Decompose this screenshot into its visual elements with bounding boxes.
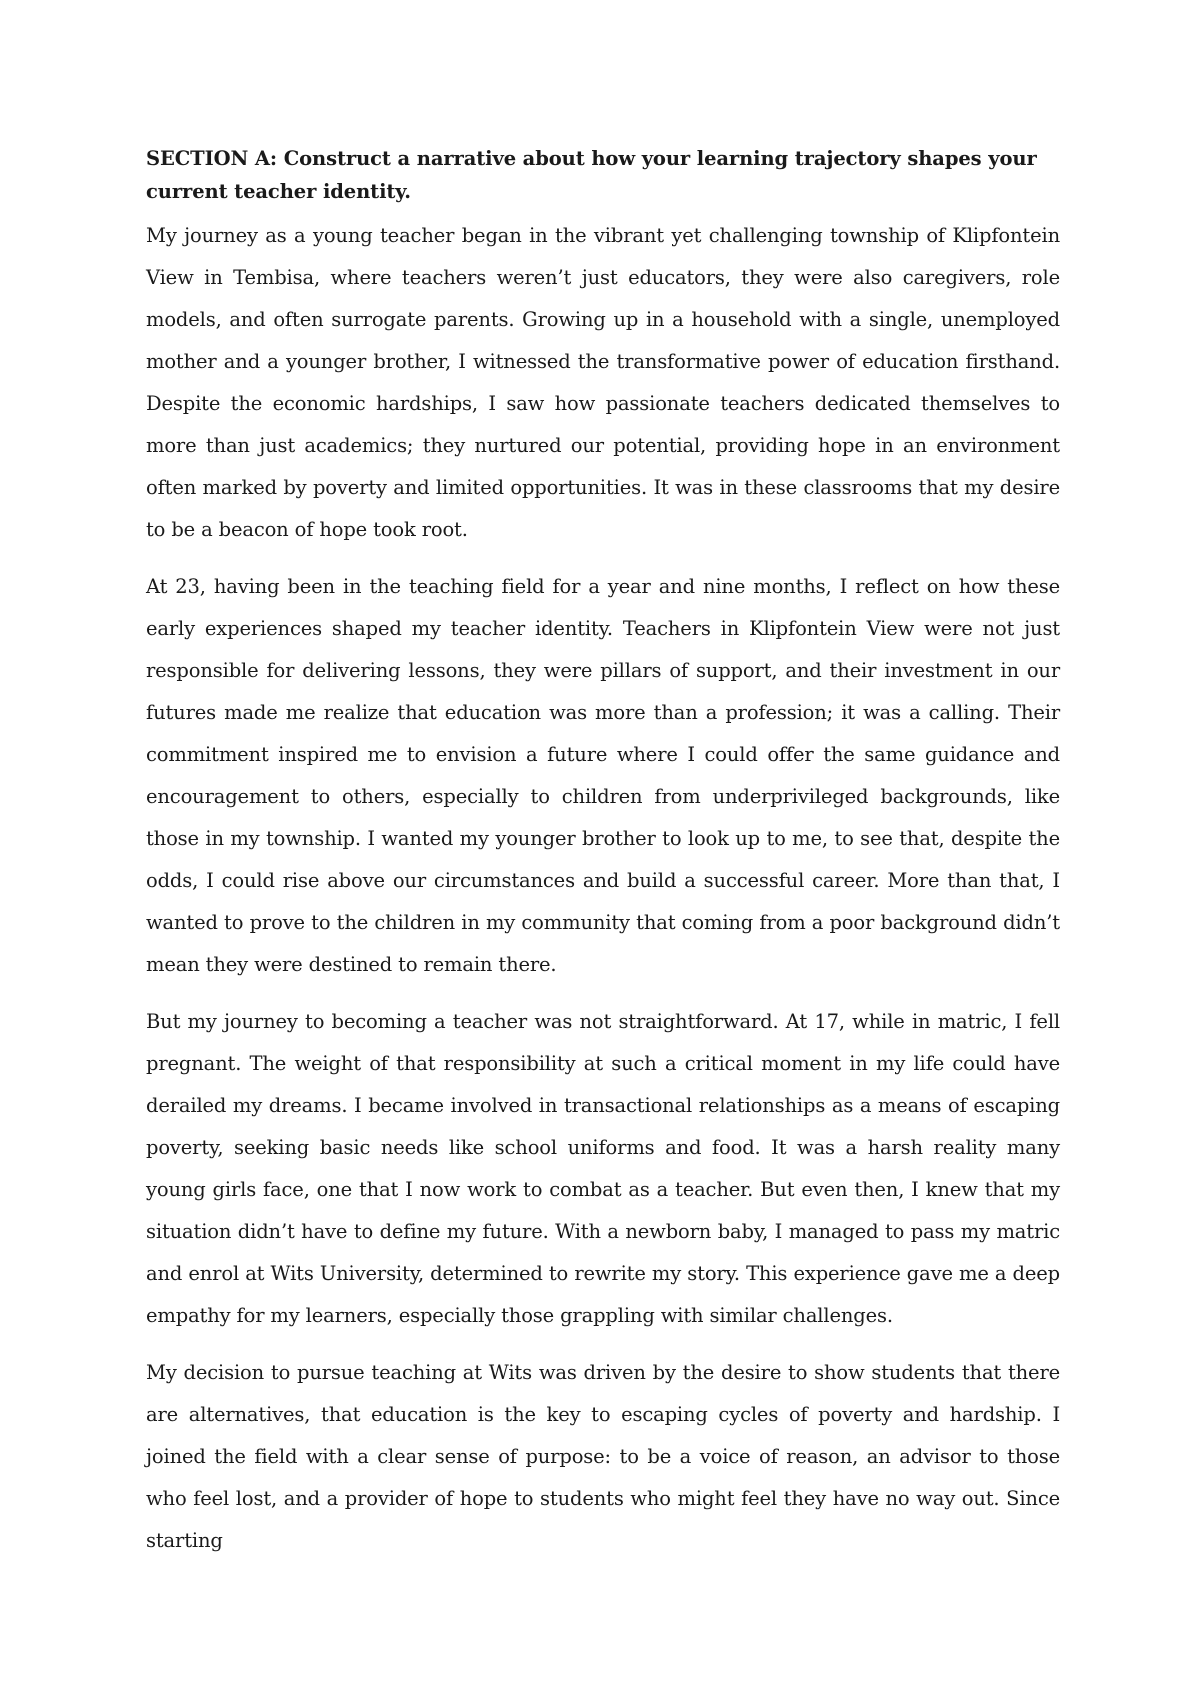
paragraph-4: My decision to pursue teaching at Wits was driven by the desire to show students that there are alternatives, that education is the key to escaping cycles of poverty and hardship. I joined the field with a clear sense of purpose: to be a voice of reason, an advisor to those who feel lost, and a provider of hope to students who might feel they have no way out. Since starting [146, 1361, 1060, 1552]
paragraph-1: My journey as a young teacher began in the vibrant yet challenging township of Klipfontein View in Tembisa, where teachers weren’t just educators, they were also caregivers, role models, and often surrogate parents. Growing up in a household with a single, unemployed mother and a younger brother, I witnessed the transformative power of education firsthand. Despite the economic hardships, I saw how passionate teachers dedicated themselves to more than just academics; they nurtured our potential, providing hope in an environment often marked by poverty and limited opportunities. It was in these classrooms that my desire to be a beacon of hope took root. [146, 224, 1060, 541]
document-body [146, 142, 1060, 1577]
section-heading: SECTION A: Construct a narrative about how your learning trajectory shapes your current teacher identity. [146, 147, 1037, 203]
paragraph-3: But my journey to becoming a teacher was not straightforward. At 17, while in matric, I fell pregnant. The weight of that responsibility at such a critical moment in my life could have derailed my dreams. I became involved in transactional relationships as a means of escaping poverty, seeking basic needs like school uniforms and food. It was a harsh reality many young girls face, one that I now work to combat as a teacher. But even then, I knew that my situation didn’t have to define my future. With a newborn baby, I managed to pass my matric and enrol at Wits University, determined to rewrite my story. This experience gave me a deep empathy for my learners, especially those grappling with similar challenges. [146, 1010, 1060, 1327]
paragraph-2: At 23, having been in the teaching field for a year and nine months, I reflect on how these early experiences shaped my teacher identity. Teachers in Klipfontein View were not just responsible for delivering lessons, they were pillars of support, and their investment in our futures made me realize that education was more than a profession; it was a calling. Their commitment inspired me to envision a future where I could offer the same guidance and encouragement to others, especially to children from underprivileged backgrounds, like those in my township. I wanted my younger brother to look up to me, to see that, despite the odds, I could rise above our circumstances and build a successful career. More than that, I wanted to prove to the children in my community that coming from a poor background didn’t mean they were destined to remain there. [146, 575, 1060, 976]
